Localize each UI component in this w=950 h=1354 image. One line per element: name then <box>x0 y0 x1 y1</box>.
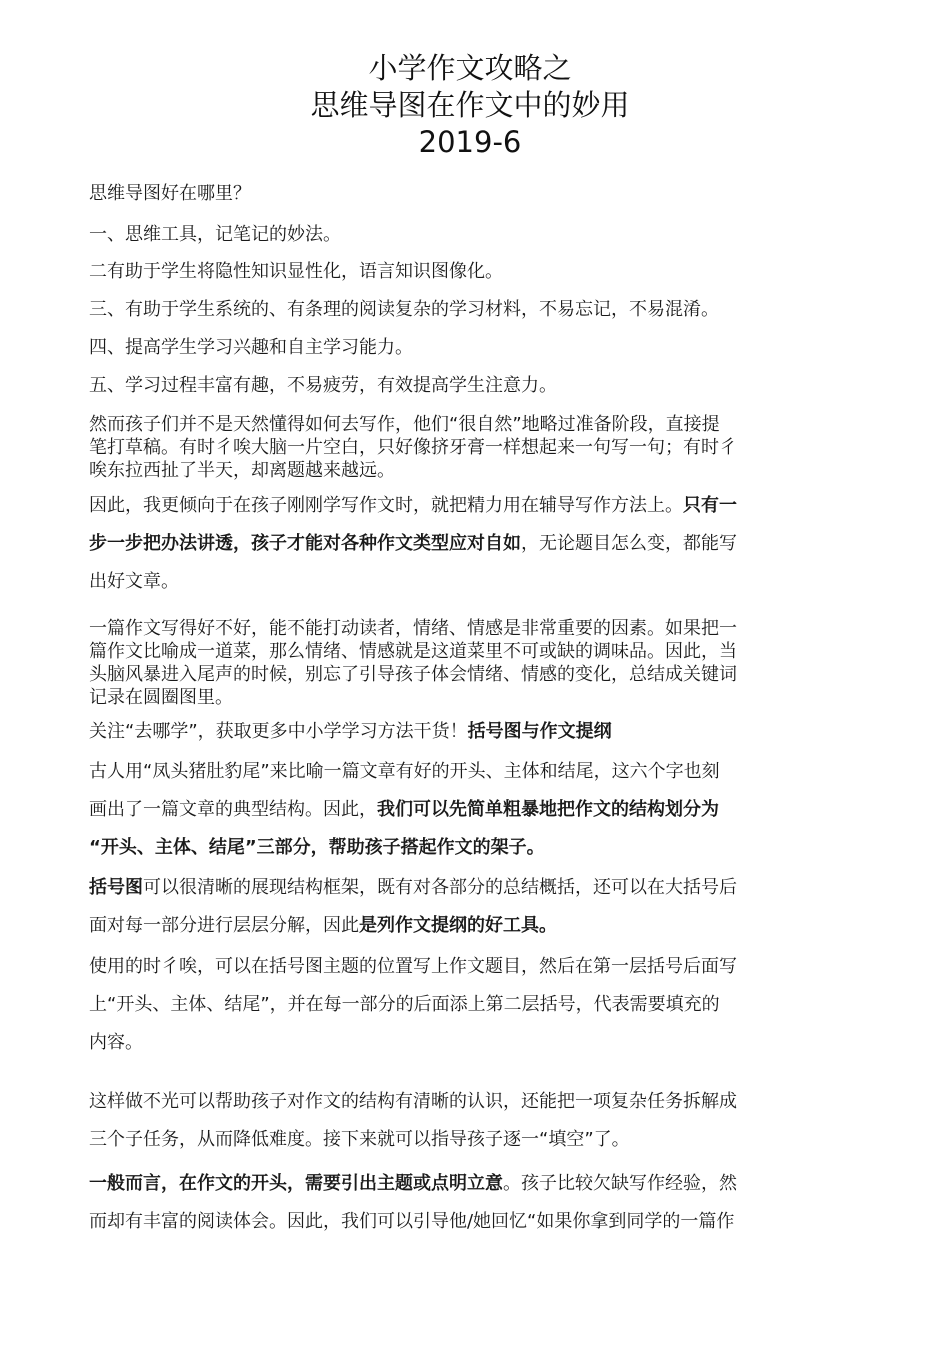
list-item-2: 二有助于学生将隐性知识显性化，语言知识图像化。 <box>89 261 503 282</box>
bold-text: 是列作文提纲的好工具。 <box>359 915 557 936</box>
paragraph-follow-notice <box>89 721 849 743</box>
title-line-2: 思维导图在作文中的妙用 <box>310 88 630 122</box>
section-heading: 括号图与作文提纲 <box>467 721 612 742</box>
paragraph-line: 记录在圆圈图里。 <box>89 687 233 708</box>
paragraph-opening <box>89 1165 849 1241</box>
paragraph-line <box>89 1165 849 1203</box>
text-run: 因此，我更倾向于在孩子刚刚学写作文时，就把精力用在辅导写作方法上。 <box>89 495 683 516</box>
document-title <box>0 50 940 161</box>
list-item-5: 五、学习过程丰富有趣，不易疲劳，有效提高学生注意力。 <box>89 375 557 396</box>
paragraph-structure <box>89 753 849 867</box>
paragraph-line <box>89 829 849 867</box>
paragraph-emotion <box>89 617 849 709</box>
list-item-1: 一、思维工具，记笔记的妙法。 <box>89 224 341 245</box>
bold-text: 括号图 <box>89 877 143 898</box>
paragraph-line <box>89 487 849 525</box>
text-run: 画出了一篇文章的典型结构。因此， <box>89 799 377 820</box>
paragraph-line: 内容。 <box>89 1032 143 1053</box>
paragraph-benefit <box>89 1083 849 1159</box>
bold-text: “开头、主体、结尾”三部分，帮助孩子搭起作文的架子。 <box>89 837 545 858</box>
paragraph-writing-difficulty <box>89 413 849 482</box>
list-item-4: 四、提高学生学习兴趣和自主学习能力。 <box>89 337 413 358</box>
paragraph-line: 上“开头、主体、结尾”，并在每一部分的后面添上第二层括号，代表需要填充的 <box>89 994 720 1015</box>
text-run: ，无论题目怎么变，都能写 <box>521 533 737 554</box>
paragraph-line: 使用的时彳唉，可以在括号图主题的位置写上作文题目，然后在第一层括号后面写 <box>89 956 737 977</box>
paragraph-line: 古人用“凤头猪肚豹尾”来比喻一篇文章有好的开头、主体和结尾，这六个字也刻 <box>89 761 720 782</box>
paragraph-line <box>89 525 849 563</box>
bold-text: 只有一 <box>683 495 737 516</box>
paragraph-line: 头脑风暴进入尾声的时候，别忘了引导孩子体会情绪、情感的变化，总结成关键词 <box>89 664 737 685</box>
paragraph-line: 这样做不光可以帮助孩子对作文的结构有清晰的认识，还能把一项复杂任务拆解成 <box>89 1091 737 1112</box>
paragraph-line <box>89 907 849 945</box>
paragraph-bracket-map <box>89 869 849 945</box>
paragraph-line: 篇作文比喻成一道菜，那么情绪、情感就是这道菜里不可或缺的调味品。因此，当 <box>89 641 737 662</box>
paragraph-line <box>89 869 849 907</box>
paragraph-line: 笔打草稿。有时彳唉大脑一片空白，只好像挤牙膏一样想起来一句写一句；有时彳 <box>89 437 737 458</box>
bold-text: 步一步把办法讲透，孩子才能对各种作文类型应对自如 <box>89 533 521 554</box>
text-run: 面对每一部分进行层层分解，因此 <box>89 915 359 936</box>
paragraph-line: 出好文章。 <box>89 571 179 592</box>
paragraph-line <box>89 791 849 829</box>
paragraph-line: 而却有丰富的阅读体会。因此，我们可以引导他/她回忆“如果你拿到同学的一篇作 <box>89 1211 735 1232</box>
bold-text: 我们可以先简单粗暴地把作文的结构划分为 <box>377 799 719 820</box>
paragraph-usage <box>89 948 849 1062</box>
paragraph-line: 三个子任务，从而降低难度。接下来就可以指导孩子逐一“填空”了。 <box>89 1129 630 1150</box>
bold-text: 一般而言，在作文的开头，需要引出主题或点明立意 <box>89 1173 503 1194</box>
title-line-1: 小学作文攻略之 <box>368 51 572 85</box>
paragraph-method <box>89 487 849 601</box>
paragraph-line: 唉东拉西扯了半天，却离题越来越远。 <box>89 460 395 481</box>
paragraph-line: 一篇作文写得好不好，能不能打动读者，情绪、情感是非常重要的因素。如果把一 <box>89 618 737 639</box>
text-run: 关注“去哪学”，获取更多中小学学习方法干货！ <box>89 721 468 742</box>
title-line-3: 2019-6 <box>418 125 522 159</box>
paragraph-line: 然而孩子们并不是天然懂得如何去写作，他们“很自然”地略过准备阶段，直接提 <box>89 414 720 435</box>
paragraph-question: 思维导图好在哪里？ <box>89 183 251 204</box>
text-run: 可以很清晰的展现结构框架，既有对各部分的总结概括，还可以在大括号后 <box>143 877 737 898</box>
list-item-3: 三、有助于学生系统的、有条理的阅读复杂的学习材料，不易忘记，不易混淆。 <box>89 299 719 320</box>
text-run: 。孩子比较欠缺写作经验，然 <box>503 1173 737 1194</box>
